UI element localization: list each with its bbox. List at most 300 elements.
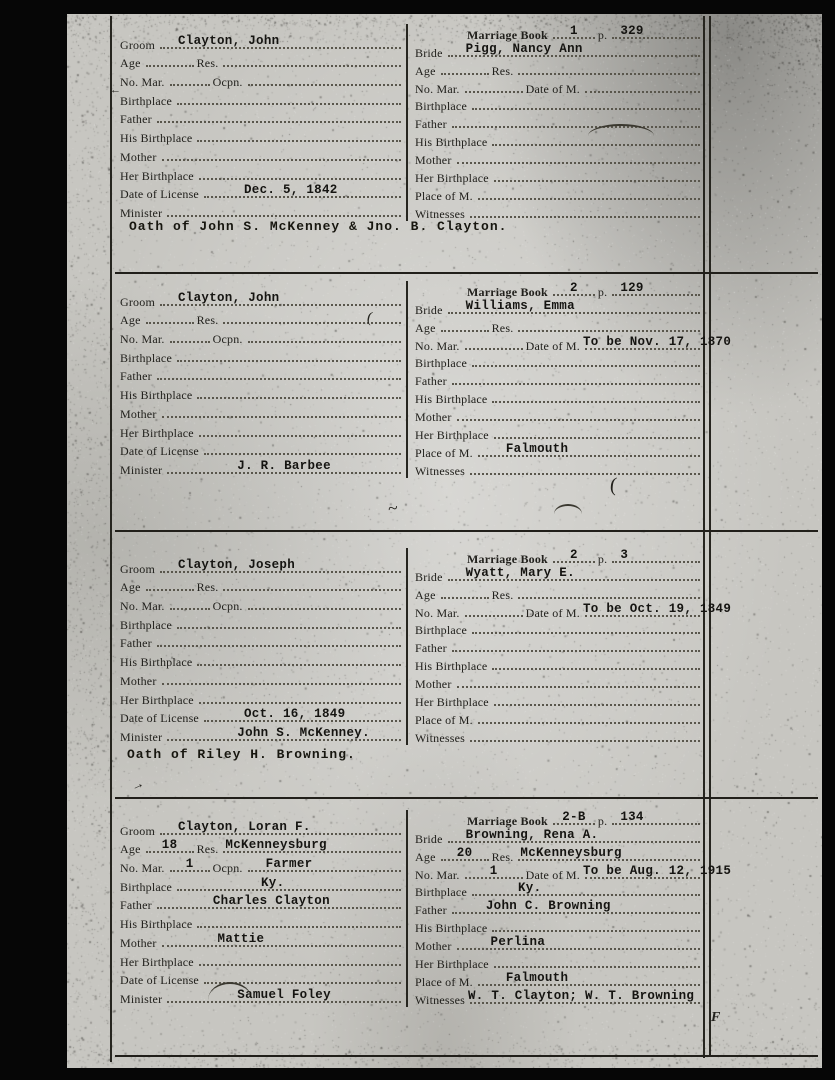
form-row xyxy=(120,594,404,613)
form-row xyxy=(415,882,703,900)
dotted-leader xyxy=(457,685,700,688)
form-row xyxy=(120,52,404,71)
field-label: Marriage Book xyxy=(467,284,548,299)
dotted-leader xyxy=(157,120,401,123)
dotted-leader xyxy=(248,607,401,610)
dotted-leader xyxy=(223,64,401,67)
form-row xyxy=(415,353,703,371)
scan-border-left xyxy=(0,0,67,1080)
form-row xyxy=(120,950,404,969)
dotted-leader xyxy=(518,72,700,75)
field-label: Date of License xyxy=(120,973,199,988)
dotted-leader xyxy=(146,838,194,853)
groom-column xyxy=(112,24,408,221)
form-row xyxy=(415,971,703,989)
field-label: Witnesses xyxy=(415,206,465,221)
form-row xyxy=(120,33,404,52)
field-label: Birthplace xyxy=(120,617,172,632)
form-row xyxy=(120,126,404,145)
form-row xyxy=(415,673,703,691)
form-row xyxy=(415,917,703,935)
dotted-leader xyxy=(157,377,401,380)
dotted-leader xyxy=(157,644,401,647)
form-row xyxy=(120,894,404,913)
dotted-leader xyxy=(457,161,700,164)
field-label: Res. xyxy=(491,63,514,78)
form-row xyxy=(415,299,703,317)
form-row xyxy=(415,149,703,167)
typed-value: 2-B xyxy=(562,809,586,824)
typed-value: 1 xyxy=(489,863,498,878)
form-right-border xyxy=(709,16,711,1056)
form-row xyxy=(120,912,404,931)
form-row xyxy=(120,557,404,576)
typed-value: 20 xyxy=(456,845,473,860)
field-label: Date of M. xyxy=(525,605,580,620)
dotted-leader xyxy=(472,107,700,110)
dotted-leader xyxy=(223,838,401,853)
record-separator-line xyxy=(115,797,818,799)
field-label: p. xyxy=(597,284,608,299)
field-label: No. Mar. xyxy=(415,81,460,96)
field-label: Mother xyxy=(120,149,157,164)
dotted-leader xyxy=(448,41,700,57)
form-row xyxy=(415,637,703,655)
form-row xyxy=(415,113,703,131)
field-label: Witnesses xyxy=(415,463,465,478)
field-label: Birthplace xyxy=(415,885,467,900)
dotted-leader xyxy=(167,987,401,1003)
typed-value: 2 xyxy=(570,280,578,295)
field-label: Age xyxy=(415,320,436,335)
typed-value: J. R. Barbee xyxy=(237,458,331,473)
typed-value: 3 xyxy=(620,547,629,562)
typed-value: Dec. 5, 1842 xyxy=(243,183,338,198)
bride-column xyxy=(408,547,732,745)
field-label: Father xyxy=(415,641,447,656)
typed-value: 2 xyxy=(570,547,578,562)
dotted-leader xyxy=(167,214,401,217)
scan-border-right xyxy=(822,0,835,1080)
dotted-leader xyxy=(582,863,732,879)
form-row xyxy=(120,89,404,108)
form-row xyxy=(120,632,404,651)
form-row xyxy=(415,953,703,971)
record-separator-line xyxy=(115,1055,818,1057)
field-label: Her Birthplace xyxy=(120,692,194,707)
dotted-leader xyxy=(197,663,401,666)
form-row xyxy=(415,42,703,60)
form-row xyxy=(415,566,703,584)
field-label: Bride xyxy=(415,45,443,60)
dotted-leader xyxy=(197,396,401,399)
field-label: Birthplace xyxy=(415,356,467,371)
field-label: Place of M. xyxy=(415,974,473,989)
dotted-leader xyxy=(160,290,401,306)
dotted-leader xyxy=(162,415,401,418)
field-label: Her Birthplace xyxy=(120,954,194,969)
field-label: Minister xyxy=(120,205,163,220)
pen-mark: ← xyxy=(110,84,121,96)
dotted-leader xyxy=(553,547,595,563)
form-row xyxy=(120,201,404,220)
dotted-leader xyxy=(518,845,700,861)
form-row xyxy=(120,383,404,402)
typed-value: Clayton, Joseph xyxy=(178,557,296,572)
typed-value: 129 xyxy=(620,280,644,295)
field-label: Father xyxy=(415,117,447,132)
dotted-leader xyxy=(452,125,700,128)
bride-column xyxy=(408,24,703,221)
dotted-leader xyxy=(197,139,401,142)
field-label: Minister xyxy=(120,729,163,744)
form-row xyxy=(120,164,404,183)
pen-mark: ( xyxy=(608,473,618,497)
typed-value: Wyatt, Mary E. xyxy=(465,565,575,580)
pen-mark: F xyxy=(711,1010,721,1025)
dotted-leader xyxy=(441,329,489,332)
form-row xyxy=(415,828,703,846)
dotted-leader xyxy=(204,183,401,198)
typed-value: 134 xyxy=(620,809,644,824)
field-label: His Birthplace xyxy=(120,655,193,670)
dotted-leader xyxy=(582,601,732,617)
dotted-leader xyxy=(448,565,700,581)
field-label: Marriage Book xyxy=(467,813,548,828)
dotted-leader xyxy=(448,298,700,314)
form-right-border xyxy=(703,16,705,1058)
dotted-leader xyxy=(612,280,700,296)
scan-border-bottom xyxy=(0,1068,835,1080)
dotted-leader xyxy=(452,899,700,914)
form-row xyxy=(120,650,404,669)
form-row xyxy=(415,370,703,388)
field-label: Age xyxy=(415,63,436,78)
form-row xyxy=(120,70,404,89)
dotted-leader xyxy=(492,400,700,403)
typed-value: 18 xyxy=(161,838,178,853)
typed-value: To be Nov. 17, 1870 xyxy=(582,334,732,349)
dotted-leader xyxy=(160,33,401,49)
field-label: Mother xyxy=(415,677,452,692)
typed-value: Falmouth xyxy=(505,970,569,985)
field-label: Mother xyxy=(415,153,452,168)
field-label: Marriage Book xyxy=(467,551,548,566)
field-label: Age xyxy=(120,842,141,857)
oath-note: Oath of Riley H. Browning. xyxy=(127,747,356,762)
dotted-leader xyxy=(177,875,401,891)
field-label: His Birthplace xyxy=(415,135,488,150)
form-row xyxy=(415,584,703,602)
form-row xyxy=(120,145,404,164)
form-row xyxy=(415,96,703,114)
field-label: Res. xyxy=(491,320,514,335)
dotted-leader xyxy=(472,631,700,634)
dotted-leader xyxy=(472,881,700,896)
field-label: Mother xyxy=(120,935,157,950)
dotted-leader xyxy=(146,64,194,67)
form-row xyxy=(415,727,703,745)
form-row xyxy=(415,60,703,78)
field-label: Birthplace xyxy=(415,623,467,638)
dotted-leader xyxy=(223,588,401,591)
dotted-leader xyxy=(492,929,700,932)
form-row xyxy=(120,309,404,328)
dotted-leader xyxy=(465,347,523,350)
field-label: His Birthplace xyxy=(120,917,193,932)
field-label: Bride xyxy=(415,302,443,317)
field-label: Her Birthplace xyxy=(415,171,489,186)
typed-value: 1 xyxy=(570,23,578,38)
form-row xyxy=(415,317,703,335)
field-label: Date of M. xyxy=(525,81,580,96)
form-row xyxy=(120,365,404,384)
pen-mark: ~ xyxy=(386,497,400,519)
dotted-leader xyxy=(494,703,700,706)
pen-mark: ( xyxy=(365,309,374,327)
form-row xyxy=(415,620,703,638)
dotted-leader xyxy=(160,557,401,573)
field-label: Father xyxy=(120,898,152,913)
dotted-leader xyxy=(478,721,700,724)
form-row xyxy=(415,709,703,727)
form-row-marriage-book xyxy=(415,548,703,566)
field-label: Marriage Book xyxy=(467,27,548,42)
field-label: Father xyxy=(415,903,447,918)
dotted-leader xyxy=(199,963,401,966)
form-row xyxy=(415,989,703,1007)
field-label: Age xyxy=(120,56,141,71)
form-row xyxy=(120,819,404,838)
typed-value: John S. McKenney. xyxy=(237,725,370,740)
dotted-leader xyxy=(518,329,700,332)
field-label: Res. xyxy=(491,849,514,864)
field-label: Ocpn. xyxy=(212,599,243,614)
form-row xyxy=(415,442,703,460)
form-row xyxy=(415,863,732,882)
form-row xyxy=(415,78,703,96)
typed-value: Mattie xyxy=(217,931,265,946)
typed-value: To be Oct. 19, 1849 xyxy=(582,601,732,616)
field-label: Birthplace xyxy=(120,93,172,108)
field-label: Her Birthplace xyxy=(120,168,194,183)
form-row xyxy=(120,440,404,459)
field-label: Age xyxy=(120,313,141,328)
dotted-leader xyxy=(465,614,523,617)
field-label: Bride xyxy=(415,569,443,584)
dotted-leader xyxy=(248,857,401,872)
typed-value: W. T. Clayton; W. T. Browning xyxy=(467,988,695,1003)
dotted-leader xyxy=(170,340,210,343)
form-row xyxy=(415,406,703,424)
form-row xyxy=(120,969,404,988)
field-label: Her Birthplace xyxy=(415,695,489,710)
field-label: Age xyxy=(415,587,436,602)
field-label: Res. xyxy=(196,313,219,328)
dotted-leader xyxy=(553,23,595,39)
dotted-leader xyxy=(177,102,401,105)
form-row xyxy=(120,327,404,346)
typed-value: Clayton, John xyxy=(178,33,280,48)
typed-value: Browning, Rena A. xyxy=(465,827,599,842)
dotted-leader xyxy=(494,179,700,182)
field-label: p. xyxy=(597,27,608,42)
field-label: Father xyxy=(120,636,152,651)
form-row xyxy=(120,725,404,744)
field-label: No. Mar. xyxy=(415,867,460,882)
form-row xyxy=(415,846,703,864)
marriage-record-block xyxy=(112,24,703,221)
form-row xyxy=(120,346,404,365)
typed-value: Farmer xyxy=(265,857,313,872)
field-label: Place of M. xyxy=(415,445,473,460)
field-label: Mother xyxy=(415,939,452,954)
dotted-leader xyxy=(448,827,700,843)
field-label: Minister xyxy=(120,462,163,477)
dotted-leader xyxy=(160,819,401,835)
dotted-leader xyxy=(612,547,700,563)
form-row-marriage-book xyxy=(415,281,703,299)
field-label: Her Birthplace xyxy=(415,957,489,972)
form-row-marriage-book xyxy=(415,810,703,828)
typed-value: To be Aug. 12, 1915 xyxy=(582,863,732,878)
record-separator-line xyxy=(115,272,818,274)
field-label: Date of License xyxy=(120,711,199,726)
form-row xyxy=(415,601,732,620)
form-row xyxy=(415,334,732,353)
field-label: His Birthplace xyxy=(415,392,488,407)
dotted-leader xyxy=(199,701,401,704)
dotted-leader xyxy=(199,434,401,437)
field-label: Date of License xyxy=(120,444,199,459)
field-label: Father xyxy=(120,112,152,127)
field-label: No. Mar. xyxy=(120,599,165,614)
dotted-leader xyxy=(177,626,401,629)
form-row xyxy=(120,613,404,632)
dotted-leader xyxy=(452,649,700,652)
marriage-record-block xyxy=(112,809,732,1007)
field-label: Groom xyxy=(120,37,155,52)
form-row xyxy=(120,421,404,440)
dotted-leader xyxy=(457,418,700,421)
typed-value: 1 xyxy=(185,857,194,872)
field-label: p. xyxy=(597,813,608,828)
typed-value: McKenneysburg xyxy=(225,838,327,853)
dotted-leader xyxy=(248,340,401,343)
field-label: Place of M. xyxy=(415,712,473,727)
form-row xyxy=(120,458,404,477)
dotted-leader xyxy=(585,90,700,93)
form-row xyxy=(120,576,404,595)
typed-value: Falmouth xyxy=(505,441,569,456)
dotted-leader xyxy=(204,452,401,455)
field-label: Res. xyxy=(196,56,219,71)
dotted-leader xyxy=(146,321,194,324)
typed-value: Pigg, Nancy Ann xyxy=(465,41,583,56)
field-label: Date of License xyxy=(120,187,199,202)
field-label: No. Mar. xyxy=(120,332,165,347)
field-label: Date of M. xyxy=(525,338,580,353)
dotted-leader xyxy=(612,809,700,825)
typed-value: Charles Clayton xyxy=(212,894,330,909)
form-row xyxy=(120,402,404,421)
dotted-leader xyxy=(492,143,700,146)
form-row xyxy=(415,935,703,953)
typed-value: Oct. 16, 1849 xyxy=(243,707,346,722)
dotted-leader xyxy=(494,436,700,439)
dotted-leader xyxy=(197,925,401,928)
dotted-leader xyxy=(170,83,210,86)
dotted-leader xyxy=(470,739,700,742)
dotted-leader xyxy=(199,177,401,180)
groom-column xyxy=(112,548,408,745)
form-row xyxy=(120,838,404,857)
field-label: Birthplace xyxy=(415,99,467,114)
field-label: Father xyxy=(415,374,447,389)
field-label: Birthplace xyxy=(120,879,172,894)
typed-value: Ky. xyxy=(517,881,542,896)
dotted-leader xyxy=(478,441,700,457)
field-label: Birthplace xyxy=(120,350,172,365)
field-label: Mother xyxy=(120,673,157,688)
form-row xyxy=(120,688,404,707)
field-label: Date of M. xyxy=(525,867,580,882)
field-label: Witnesses xyxy=(415,730,465,745)
field-label: No. Mar. xyxy=(415,338,460,353)
form-row xyxy=(120,707,404,726)
dotted-leader xyxy=(457,935,700,950)
dotted-leader xyxy=(248,83,401,86)
form-row xyxy=(120,875,404,894)
dotted-leader xyxy=(170,607,210,610)
dotted-leader xyxy=(177,359,401,362)
dotted-leader xyxy=(470,472,700,475)
dotted-leader xyxy=(162,158,401,161)
field-label: Res. xyxy=(196,580,219,595)
dotted-leader xyxy=(162,931,401,947)
dotted-leader xyxy=(467,988,700,1004)
field-label: Father xyxy=(120,369,152,384)
dotted-leader xyxy=(146,588,194,591)
typed-value: John C. Browning xyxy=(485,899,611,914)
field-label: Ocpn. xyxy=(212,332,243,347)
form-row-marriage-book xyxy=(415,24,703,42)
dotted-leader xyxy=(167,458,401,474)
dotted-leader xyxy=(441,72,489,75)
dotted-leader xyxy=(441,596,489,599)
dotted-leader xyxy=(162,682,401,685)
field-label: Ocpn. xyxy=(212,75,243,90)
typed-value: 329 xyxy=(620,23,644,38)
field-label: Her Birthplace xyxy=(120,425,194,440)
field-label: His Birthplace xyxy=(120,388,193,403)
form-row xyxy=(120,856,404,875)
form-row xyxy=(120,669,404,688)
field-label: No. Mar. xyxy=(120,75,165,90)
typed-value: Ky. xyxy=(260,875,285,890)
dotted-leader xyxy=(553,280,595,296)
typed-value: Clayton, Loran F. xyxy=(178,819,311,834)
form-row xyxy=(415,460,703,478)
field-label: His Birthplace xyxy=(120,131,193,146)
field-label: His Birthplace xyxy=(415,921,488,936)
field-label: Res. xyxy=(196,842,219,857)
form-row xyxy=(120,931,404,950)
typed-value: McKenneysburg xyxy=(520,845,622,860)
dotted-leader xyxy=(170,857,210,872)
bride-column xyxy=(408,280,732,478)
dotted-leader xyxy=(441,845,489,861)
